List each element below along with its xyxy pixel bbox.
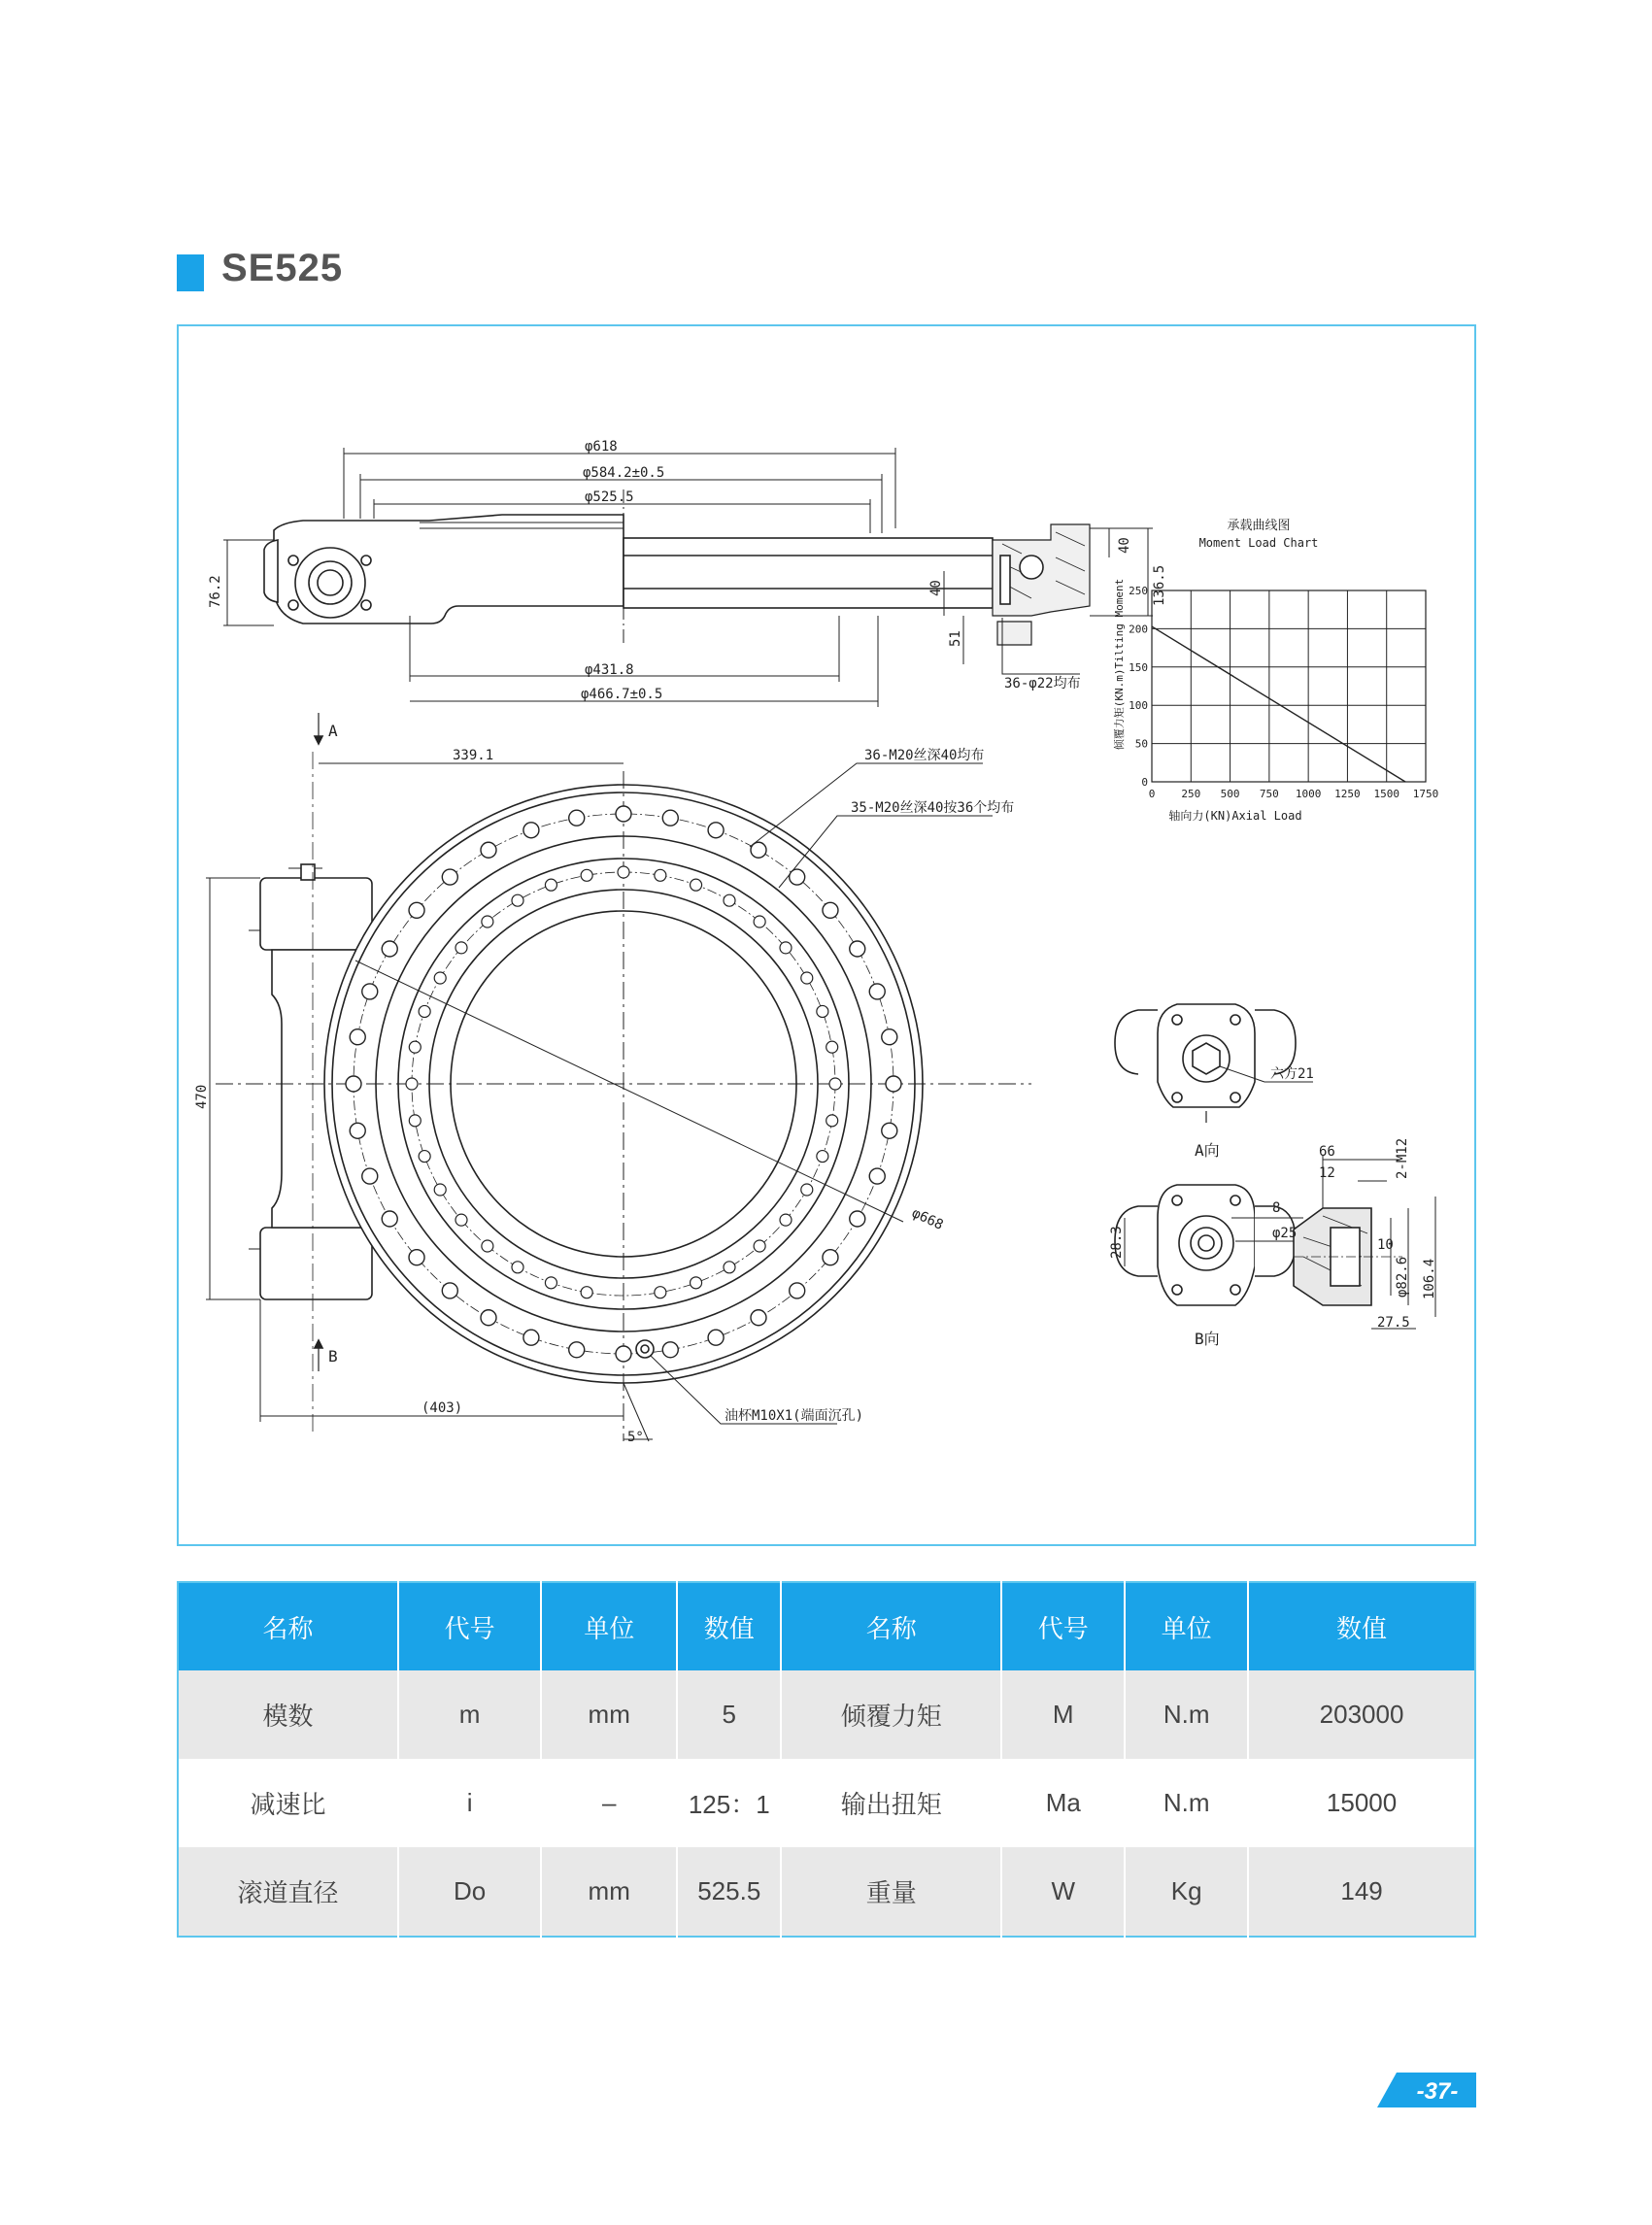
cell: Kg <box>1125 1847 1248 1937</box>
cell: 模数 <box>178 1670 398 1759</box>
inner-bolt-hole <box>512 1262 523 1273</box>
cell: 15000 <box>1248 1759 1475 1847</box>
cell: 输出扭矩 <box>781 1759 1001 1847</box>
outer-bolt-hole <box>850 941 865 957</box>
outer-bolt-hole <box>616 1346 631 1362</box>
page-number-tab <box>1377 2073 1476 2107</box>
inner-bolt-hole <box>826 1115 838 1127</box>
cell: 525.5 <box>677 1847 781 1937</box>
inner-bolt-hole <box>406 1078 418 1090</box>
dim-339-1: 339.1 <box>453 748 494 763</box>
chart-y-tick: 100 <box>1129 699 1148 713</box>
outer-bolt-hole <box>350 1029 365 1045</box>
table-row <box>178 1670 1475 1759</box>
outer-bolt-hole <box>350 1123 365 1138</box>
chart-y-tick: 250 <box>1129 585 1148 597</box>
dim-phi618: φ618 <box>585 439 618 455</box>
dim-403: (403) <box>421 1400 463 1416</box>
dim-12: 12 <box>1319 1165 1335 1181</box>
inner-bolt-hole <box>455 942 467 954</box>
dim-phi584: φ584.2±0.5 <box>583 465 665 481</box>
chart-ylabel: 倾覆力矩(KN.m)Tilting Moment <box>1113 578 1126 751</box>
cell: W <box>1001 1847 1125 1937</box>
chart-x-tick: 1000 <box>1295 788 1322 800</box>
chart-y-tick: 150 <box>1129 660 1148 674</box>
outer-bolt-hole <box>481 842 496 858</box>
cell: 重量 <box>781 1847 1001 1937</box>
inner-bolt-hole <box>545 879 556 891</box>
dim-phi431: φ431.8 <box>585 662 634 678</box>
chart-series-line <box>1152 626 1405 782</box>
header-unit-1: 单位 <box>541 1582 677 1670</box>
chart-y-tick: 0 <box>1141 776 1148 789</box>
inner-bolt-hole <box>618 866 629 878</box>
dim-2-m12: 2-M12 <box>1395 1137 1410 1179</box>
outer-bolt-hole <box>751 842 766 858</box>
technical-drawing <box>177 324 1476 1546</box>
dim-136-5: 136.5 <box>1152 564 1167 606</box>
dim-28-3: 28.3 <box>1109 1226 1125 1259</box>
inner-bolt-hole <box>754 916 765 927</box>
outer-bolt-hole <box>751 1310 766 1326</box>
view-a-label: A向 <box>1195 1141 1220 1160</box>
view-b-label: B向 <box>1195 1330 1220 1348</box>
chart-xlabel: 轴向力(KN)Axial Load <box>1168 809 1302 823</box>
table-row <box>178 1759 1475 1847</box>
inner-bolt-hole <box>801 972 813 984</box>
outer-bolt-hole <box>662 810 678 826</box>
title-accent-bar <box>177 254 204 291</box>
dim-106-4: 106.4 <box>1422 1258 1437 1299</box>
outer-bolt-hole <box>409 1250 424 1265</box>
chart-x-tick: 1750 <box>1412 788 1439 800</box>
dim-hex21: 六方21 <box>1270 1066 1314 1082</box>
inner-bolt-hole <box>801 1184 813 1196</box>
table-header-row <box>178 1582 1475 1670</box>
outer-bolt-hole <box>708 823 724 838</box>
header-code-1: 代号 <box>398 1582 541 1670</box>
outer-bolt-hole <box>382 941 397 957</box>
inner-bolt-hole <box>482 916 493 927</box>
chart-x-tick: 1500 <box>1373 788 1399 800</box>
cell: M <box>1001 1670 1125 1759</box>
inner-bolt-hole <box>724 1262 735 1273</box>
inner-bolt-hole <box>826 1041 838 1053</box>
header-value-1: 数值 <box>677 1582 781 1670</box>
dim-phi668: φ668 <box>909 1205 946 1233</box>
inner-bolt-hole <box>482 1240 493 1252</box>
inner-bolt-hole <box>434 972 446 984</box>
cell: N.m <box>1125 1670 1248 1759</box>
view-a-marker: A <box>328 722 338 740</box>
inner-bolt-hole <box>829 1078 841 1090</box>
outer-bolt-hole <box>790 1283 805 1298</box>
outer-bolt-hole <box>569 810 585 826</box>
dim-phi466: φ466.7±0.5 <box>581 687 663 702</box>
chart-x-tick: 500 <box>1220 788 1240 800</box>
cell: N.m <box>1125 1759 1248 1847</box>
page-title: SE525 <box>221 247 344 289</box>
cell: 倾覆力矩 <box>781 1670 1001 1759</box>
dim-8: 8 <box>1272 1200 1281 1216</box>
inner-bolt-hole <box>817 1151 828 1163</box>
outer-bolt-hole <box>886 1076 901 1092</box>
outer-bolt-hole <box>346 1076 361 1092</box>
outer-bolt-hole <box>523 1330 539 1345</box>
outer-bolt-hole <box>869 984 885 999</box>
chart-x-tick: 0 <box>1148 788 1156 800</box>
table-row <box>178 1847 1475 1937</box>
inner-bolt-hole <box>655 1287 666 1298</box>
cell: 减速比 <box>178 1759 398 1847</box>
view-b-marker: B <box>328 1347 338 1365</box>
dim-76-2: 76.2 <box>208 575 223 608</box>
outer-bolt-hole <box>869 1168 885 1184</box>
dim-66: 66 <box>1319 1144 1335 1160</box>
inner-bolt-hole <box>691 879 702 891</box>
outer-bolt-hole <box>708 1330 724 1345</box>
chart-x-tick: 1250 <box>1334 788 1361 800</box>
chart-y-tick: 50 <box>1134 737 1148 751</box>
inner-bolt-hole <box>581 869 592 881</box>
chart-x-tick: 250 <box>1181 788 1201 800</box>
header-name-2: 名称 <box>781 1582 1001 1670</box>
outer-bolt-hole <box>882 1029 897 1045</box>
cell: 125：1 <box>677 1759 781 1847</box>
inner-bolt-hole <box>409 1115 421 1127</box>
dim-5deg: 5° <box>627 1430 644 1445</box>
inner-bolt-hole <box>817 1005 828 1017</box>
inner-bolt-hole <box>724 894 735 906</box>
inner-bolt-hole <box>419 1005 430 1017</box>
cell: mm <box>541 1670 677 1759</box>
inner-bolt-hole <box>655 869 666 881</box>
cell: – <box>541 1759 677 1847</box>
spec-table <box>177 1581 1476 1938</box>
note-36-m20: 36-M20丝深40均布 <box>864 748 985 763</box>
chart-title: 承载曲线图 <box>1227 519 1291 533</box>
dim-10: 10 <box>1377 1237 1394 1253</box>
header-value-2: 数值 <box>1248 1582 1475 1670</box>
dim-40-a: 40 <box>1117 537 1132 554</box>
chart-y-tick: 200 <box>1129 623 1148 636</box>
inner-bolt-hole <box>780 1214 792 1226</box>
inner-bolt-hole <box>434 1184 446 1196</box>
outer-bolt-hole <box>523 823 539 838</box>
cell: 5 <box>677 1670 781 1759</box>
cell: Ma <box>1001 1759 1125 1847</box>
page-number: -37- <box>1416 2078 1459 2105</box>
inner-bolt-hole <box>512 894 523 906</box>
cell: mm <box>541 1847 677 1937</box>
header-code-2: 代号 <box>1001 1582 1125 1670</box>
outer-bolt-hole <box>382 1211 397 1227</box>
chart-frame <box>1152 590 1426 782</box>
note-oil-cup: 油杯M10X1(端面沉孔) <box>725 1408 864 1424</box>
outer-bolt-hole <box>850 1211 865 1227</box>
outer-bolt-hole <box>662 1342 678 1358</box>
moment-load-chart <box>1112 518 1438 823</box>
chart-subtitle: Moment Load Chart <box>1198 536 1319 550</box>
dim-470: 470 <box>194 1084 210 1109</box>
outer-bolt-hole <box>790 869 805 885</box>
cell: i <box>398 1759 541 1847</box>
dim-51: 51 <box>948 630 963 647</box>
header-name-1: 名称 <box>178 1582 398 1670</box>
inner-bolt-hole <box>455 1214 467 1226</box>
outer-bolt-hole <box>481 1310 496 1326</box>
outer-bolt-hole <box>569 1342 585 1358</box>
header-unit-2: 单位 <box>1125 1582 1248 1670</box>
chart-x-tick: 750 <box>1259 788 1279 800</box>
cell: m <box>398 1670 541 1759</box>
inner-bolt-hole <box>419 1151 430 1163</box>
outer-bolt-hole <box>409 902 424 918</box>
inner-bolt-hole <box>780 942 792 954</box>
dim-27-5: 27.5 <box>1377 1315 1410 1331</box>
inner-bolt-hole <box>409 1041 421 1053</box>
outer-bolt-hole <box>442 1283 457 1298</box>
outer-bolt-hole <box>616 806 631 822</box>
outer-bolt-hole <box>442 869 457 885</box>
inner-bolt-hole <box>581 1287 592 1298</box>
outer-bolt-hole <box>823 902 838 918</box>
dim-phi525: φ525.5 <box>585 489 634 505</box>
cell: 149 <box>1248 1847 1475 1937</box>
cell: Do <box>398 1847 541 1937</box>
outer-bolt-hole <box>823 1250 838 1265</box>
dim-phi25: φ25 <box>1272 1226 1298 1241</box>
inner-bolt-hole <box>754 1240 765 1252</box>
outer-bolt-hole <box>362 984 378 999</box>
note-35-m20: 35-M20丝深40按36个均布 <box>851 800 1015 816</box>
note-36-phi22: 36-φ22均布 <box>1004 676 1081 691</box>
cell: 滚道直径 <box>178 1847 398 1937</box>
outer-bolt-hole <box>882 1123 897 1138</box>
outer-bolt-hole <box>362 1168 378 1184</box>
cell: 203000 <box>1248 1670 1475 1759</box>
dim-phi82-6: φ82.6 <box>1395 1256 1410 1298</box>
inner-bolt-hole <box>545 1277 556 1289</box>
dim-40-b: 40 <box>928 580 944 596</box>
inner-bolt-hole <box>691 1277 702 1289</box>
